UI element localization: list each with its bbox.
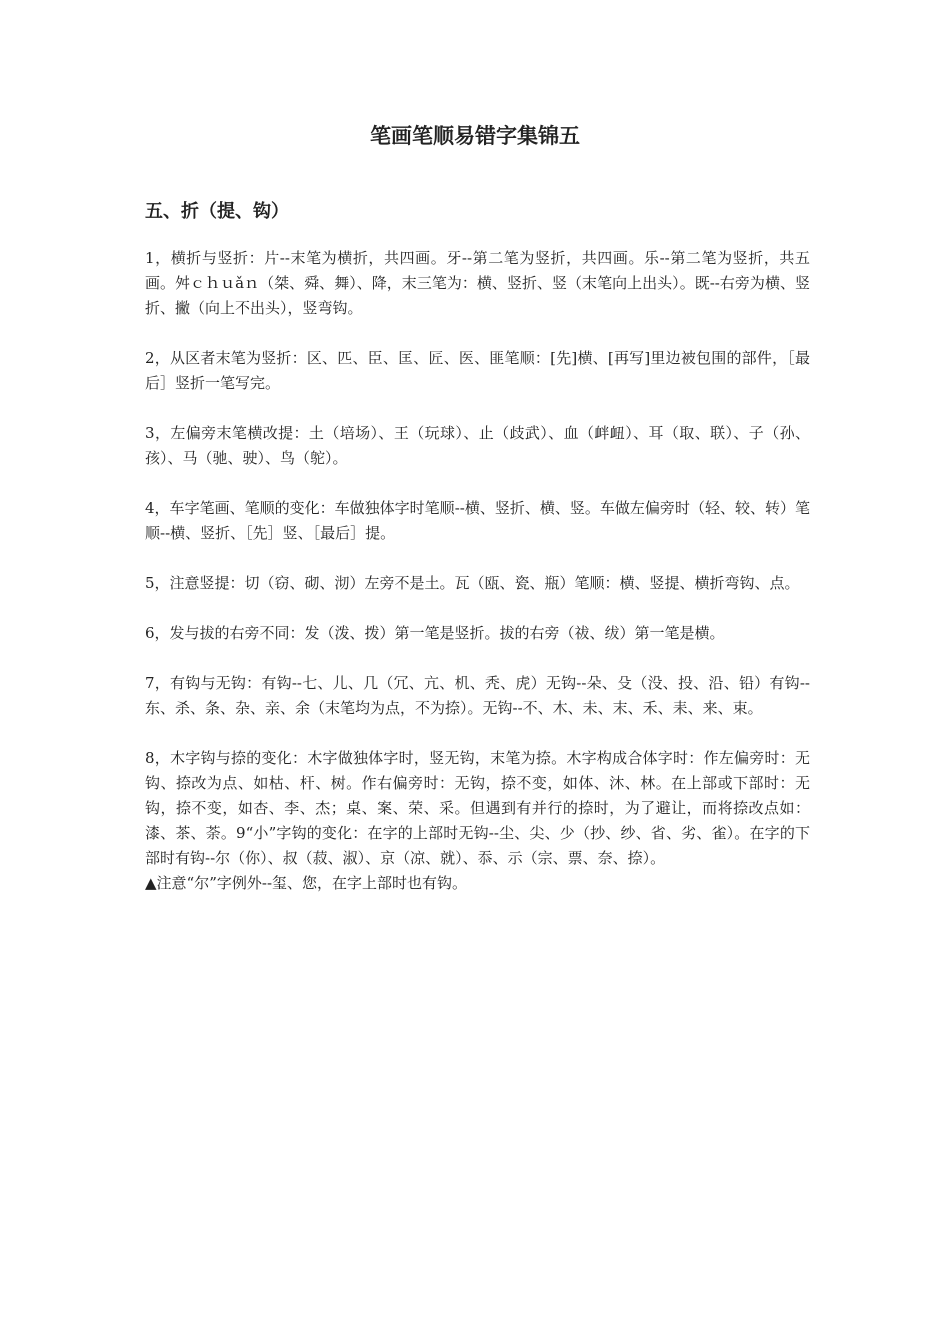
paragraph-5: 5，注意竖提：切（窃、砌、沏）左旁不是土。瓦（瓯、瓷、瓶）笔顺：横、竖提、横折弯钩、点。 bbox=[145, 574, 800, 592]
section-heading: 五、折（提、钩） bbox=[145, 201, 289, 222]
paragraph-7: 7，有钩与无钩：有钩--七、儿、几（冗、亢、机、秃、虎）无钩--朵、殳（没、投、沿、铅）有钩--东、杀、条、杂、亲、余（末笔均为点，不为捺）。无钩--不、木、未、末、禾、耒、来、束。 bbox=[145, 674, 810, 717]
page-title: 笔画笔顺易错字集锦五 bbox=[370, 124, 580, 148]
document-body bbox=[145, 246, 810, 896]
paragraph-3: 3，左偏旁末笔横改提：土（培场）、王（玩球）、止（歧武）、血（衅衄）、耳（取、联）、子（孙、孩）、马（驰、驶）、鸟（鸵）。 bbox=[145, 424, 810, 467]
paragraph-1: 1，横折与竖折：片--末笔为横折，共四画。牙--第二笔为竖折，共四画。乐--第二笔为竖折，共五画。舛ｃｈｕǎｎ（桀、舜、舞）、降，末三笔为：横、竖折、竖（末笔向上出头）。既--右旁为横、竖折、撇（向上不出头），竖弯钩。 bbox=[145, 249, 810, 317]
paragraph-4: 4，车字笔画、笔顺的变化：车做独体字时笔顺--横、竖折、横、竖。车做左偏旁时（轻、较、转）笔顺--横、竖折、［先］竖、［最后］提。 bbox=[145, 499, 810, 542]
paragraph-2: 2，从区者末笔为竖折：区、匹、臣、匡、匠、医、匪笔顺：[先]横、[再写]里边被包围的部件，［最后］竖折一笔写完。 bbox=[145, 349, 810, 392]
paragraph-8: 8，木字钩与捺的变化：木字做独体字时，竖无钩，末笔为捺。木字构成合体字时：作左偏旁时：无钩、捺改为点、如枯、杆、树。作右偏旁时：无钩，捺不变，如体、沐、林。在上部或下部时：无钩，捺不变，如杏、李、杰；桌、案、荣、采。但遇到有并行的捺时，为了避让，而将捺改点如：漆、茶、荼。9“小”字钩的变化：在字的上部时无钩--尘、尖、少（抄、纱、省、劣、雀）。在字的下部时有钩--尔（你）、叔（菽、淑）、京（凉、就）、忝、示（宗、票、奈、捺）。 bbox=[145, 749, 810, 867]
paragraph-6: 6，发与拔的右旁不同：发（泼、拨）第一笔是竖折。拔的右旁（祓、绂）第一笔是横。 bbox=[145, 624, 725, 642]
note-paragraph: ▲注意“尔”字例外--玺、您，在字上部时也有钩。 bbox=[145, 874, 468, 892]
